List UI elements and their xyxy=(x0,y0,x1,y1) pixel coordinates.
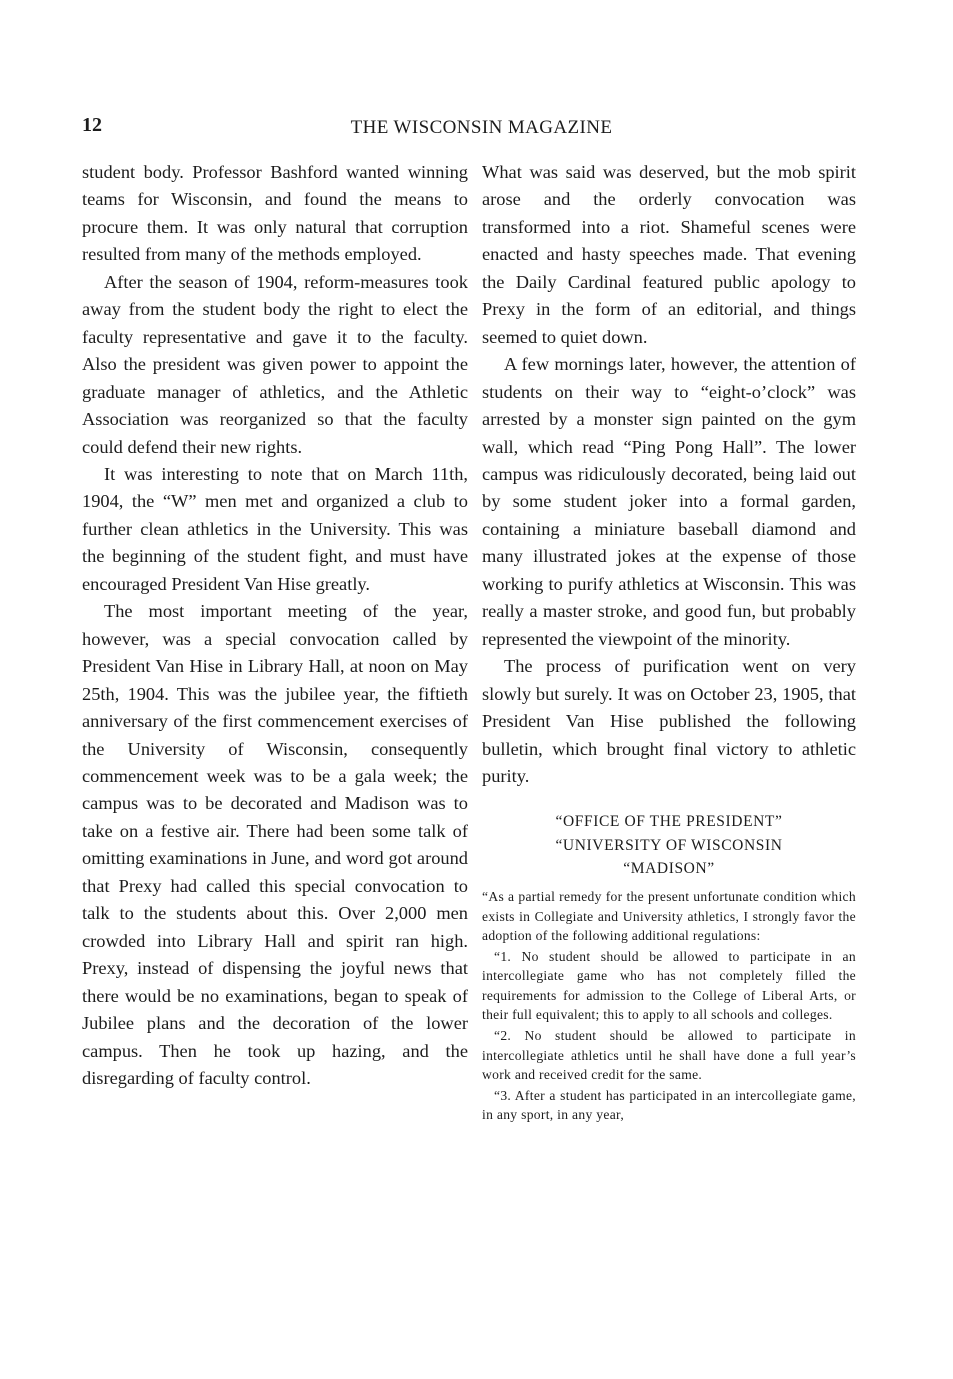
right-paragraph-2: A few mornings later, however, the attention of students on their way to “eight-o’clock” was arrested by a monster sign painted on the gym wall, which read “Ping Pong Hall”. The lower campus was ridiculously decorated, being laid out by some student joker into a formal garden, containing a miniature baseball diamond and many illustrated jokes at the expense of those working to purify athletics at Wisconsin. This was really a master stroke, and good fun, but probably represented the viewpoint of the minority. xyxy=(482,354,856,649)
left-column xyxy=(82,159,468,1092)
left-paragraph-4: The most important meeting of the year, however, was a special convocation called by President Van Hise in Library Hall, at noon on May 25th, 1904. This was the jubilee year, the fiftieth anniversary of the first commencement exercises of the University of Wisconsin, consequently commencement week was to be a gala week; the campus was to be decorated and Madison was to take on a festive air. There had been some talk of omitting examinations in June, and word got around that Prexy had called this special convocation to talk to the students about this. Over 2,000 men crowded into Library Hall and spirit ran high. Prexy, instead of dispensing the joyful news that there would be no examinations, began to speak of Jubilee plans and the decoration of the lower campus. Then he took up hazing, and the disregarding of faculty control. xyxy=(82,601,468,1088)
left-paragraph-3: It was interesting to note that on March 11th, 1904, the “W” men met and organized a club to further clean athletics in the University. This was the beginning of the student fight, and must have encouraged President Van Hise greatly. xyxy=(82,463,468,594)
right-column xyxy=(482,159,856,1125)
left-paragraph-1: student body. Professor Bashford wanted winning teams for Wisconsin, and found the means to procure them. It was only natural that corruption resulted from many of the methods employed. xyxy=(82,162,468,265)
left-paragraph-2: After the season of 1904, reform-measures took away from the student body the right to elect the faculty representative and gave it to the faculty. Also the president was given power to appoint the graduate manager of athletics, and the Athletic Association was reorganized so that the faculty could defend their new rights. xyxy=(82,271,468,457)
bulletin-heading xyxy=(482,810,856,881)
bulletin-heading-line-2: “UNIVERSITY OF WISCONSIN xyxy=(555,836,783,854)
bulletin-body xyxy=(482,887,856,1125)
running-title: THE WISCONSIN MAGAZINE xyxy=(350,117,613,138)
bulletin-rule-3: “3. After a student has participated in an intercollegiate game, in any sport, in any year, xyxy=(482,1087,856,1123)
page-number: 12 xyxy=(82,114,102,136)
bulletin-heading-line-3: “MADISON” xyxy=(623,860,715,878)
right-paragraph-3: The process of purification went on very slowly but surely. It was on October 23, 1905, that President Van Hise published the following bulletin, which brought final victory to athletic purity. xyxy=(482,656,856,786)
bulletin-heading-line-1: “OFFICE OF THE PRESIDENT” xyxy=(555,813,783,831)
bulletin-rule-1: “1. No student should be allowed to participate in an intercollegiate game who has not completely filled the requirements for admission to the College of Liberal Arts, or their full equivalent; this to apply to all schools and colleges. xyxy=(482,948,856,1023)
right-paragraph-1: What was said was deserved, but the mob spirit arose and the orderly convocation was transformed into a riot. Shameful scenes were enacted and hasty speeches made. That evening the Daily Cardinal featured public apology to Prexy in the form of an editorial, and things seemed to quiet down. xyxy=(482,162,856,347)
bulletin-rule-2: “2. No student should be allowed to participate in intercollegiate athletics until he shall have done a full year’s work and received credit for the same. xyxy=(482,1028,856,1083)
bulletin-intro: “As a partial remedy for the present unfortunate condition which exists in Collegiate and University athletics, I strongly favor the adoption of the following additional regulations: xyxy=(482,888,856,944)
